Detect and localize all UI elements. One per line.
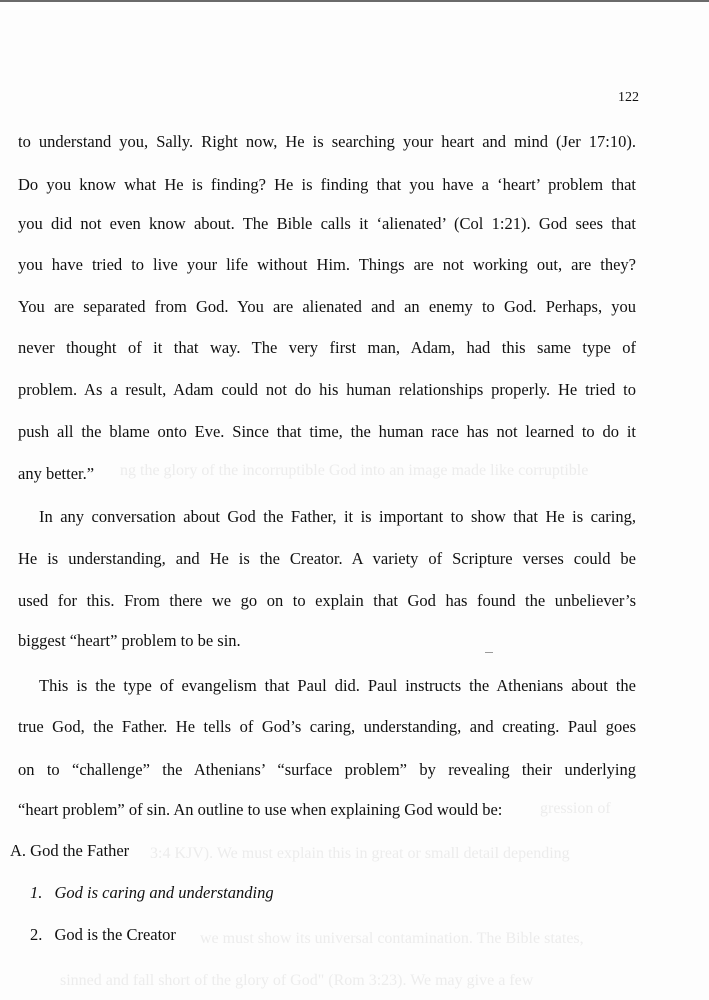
paragraph-line: push all the blame onto Eve. Since that time, the human race has not learned to do it xyxy=(18,422,636,441)
paragraph-line: to understand you, Sally. Right now, He is searching your heart and mind (Jer 17:10). xyxy=(18,132,636,151)
paragraph-line: This is the type of evangelism that Paul did. Paul instructs the Athenians about the xyxy=(39,676,636,695)
paragraph-line: on to “challenge” the Athenians’ “surface problem” by revealing their underlying xyxy=(18,760,636,779)
paragraph-line: used for this. From there we go on to explain that God has found the unbeliever’s xyxy=(18,591,636,610)
paragraph-line: biggest “heart” problem to be sin. xyxy=(18,631,241,650)
paragraph-line: He is understanding, and He is the Creator. A variety of Scripture verses could be xyxy=(18,549,636,568)
bleed-through-text: 3:4 KJV). We must explain this in great or small detail depending xyxy=(150,845,570,862)
outline-item xyxy=(30,883,274,903)
outline-item xyxy=(30,925,176,945)
bleed-through-text: ng the glory of the incorruptible God into an image made like corruptible xyxy=(120,462,589,479)
outline-item-number: 2. xyxy=(30,925,43,944)
paragraph-line: never thought of it that way. The very first man, Adam, had this same type of xyxy=(18,338,636,357)
paragraph-line: you have tried to live your life without Him. Things are not working out, are they? xyxy=(18,255,636,274)
paragraph-line: true God, the Father. He tells of God’s caring, understanding, and creating. Paul goes xyxy=(18,717,636,736)
scan-top-edge xyxy=(0,0,709,2)
paragraph-line: Do you know what He is finding? He is finding that you have a ‘heart’ problem that xyxy=(18,175,636,194)
outline-item-text: God is caring and understanding xyxy=(54,883,274,902)
paragraph-line: You are separated from God. You are alienated and an enemy to God. Perhaps, you xyxy=(18,297,636,316)
paragraph-line: problem. As a result, Adam could not do his human relationships properly. He tried to xyxy=(18,380,636,399)
bleed-through-text: we must show its universal contamination. The Bible states, xyxy=(200,930,584,947)
paragraph-line: you did not even know about. The Bible calls it ‘alienated’ (Col 1:21). God sees that xyxy=(18,214,636,233)
page-number: 122 xyxy=(618,90,639,105)
bleed-through-text: sinned and fall short of the glory of God" (Rom 3:23). We may give a few xyxy=(60,972,534,989)
bleed-through-text: gression of xyxy=(540,800,611,817)
paragraph-line: any better.” xyxy=(18,464,95,483)
outline-item-number: 1. xyxy=(30,883,43,902)
outline-item-text: God is the Creator xyxy=(54,925,176,944)
paragraph-line: “heart problem” of sin. An outline to use when explaining God would be: xyxy=(18,800,503,819)
scan-mark xyxy=(485,652,493,653)
outline-heading: A. God the Father xyxy=(10,841,130,860)
paragraph-line: In any conversation about God the Father, it is important to show that He is caring, xyxy=(39,507,636,526)
